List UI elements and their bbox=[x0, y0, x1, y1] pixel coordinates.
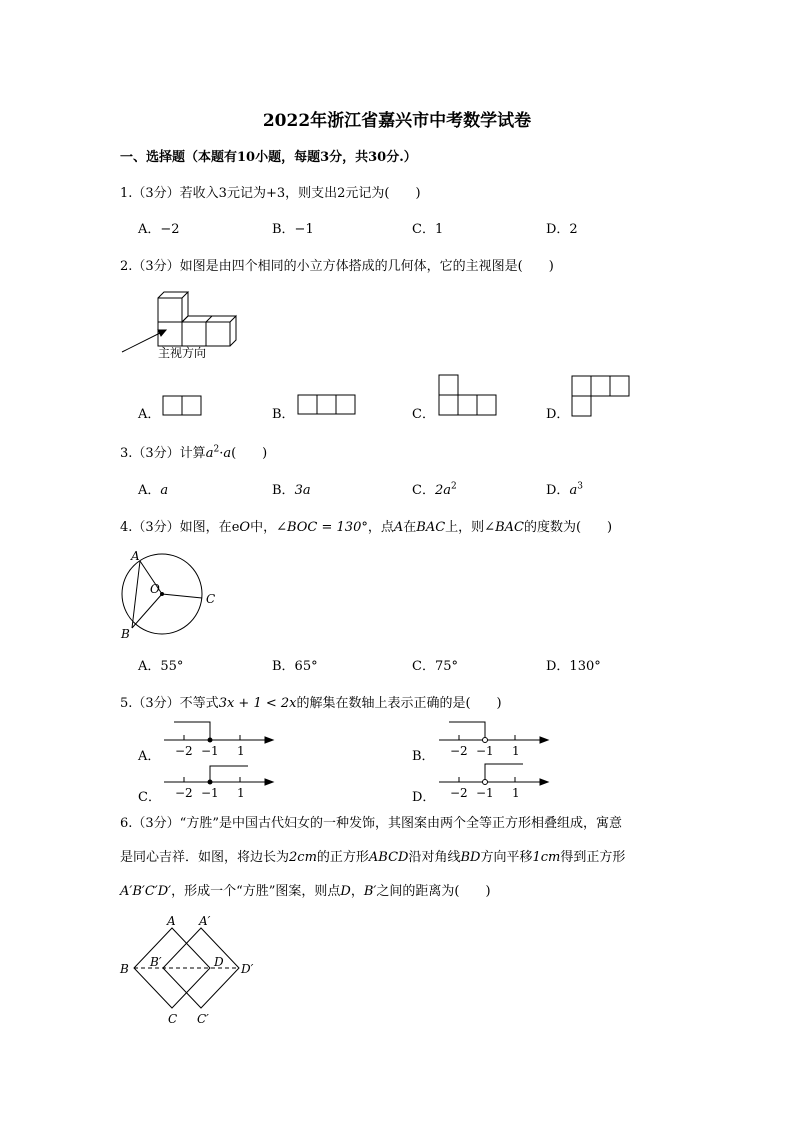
q3-option-c[interactable] bbox=[412, 479, 457, 498]
q4-label-c: C bbox=[206, 592, 216, 606]
q6-fangsheng-figure bbox=[115, 912, 275, 1030]
q5-d-tick-neg2: −2 bbox=[450, 786, 468, 800]
question-5 bbox=[120, 692, 502, 711]
q3-prefix: 3.（3分）计算 bbox=[120, 446, 206, 461]
q3-option-a-value: a bbox=[160, 483, 169, 498]
q2-option-b-figure bbox=[297, 395, 359, 416]
q5-suffix: 的解集在数轴上表示正确的是( ) bbox=[296, 696, 502, 711]
q4-label-a: A bbox=[131, 549, 140, 563]
q5-d-tick-1: 1 bbox=[512, 786, 520, 800]
q5-c-tick-neg1: −1 bbox=[201, 786, 219, 800]
q6-text-1: 是同心吉祥．如图，将边长为 bbox=[120, 850, 290, 865]
q5-b-tick-neg1: −1 bbox=[476, 744, 494, 758]
q5-option-d-numberline bbox=[437, 760, 552, 802]
q4-text-1: 中， bbox=[250, 520, 277, 535]
q5-a-tick-1: 1 bbox=[237, 744, 245, 758]
q6-label-a-prime: A′ bbox=[199, 914, 211, 928]
q3-option-a[interactable] bbox=[138, 479, 168, 498]
q6-square-abcd-prime: A′B′C′D′ bbox=[120, 884, 172, 899]
q2-option-a-figure bbox=[162, 396, 204, 416]
page-title: 2022年浙江省嘉兴市中考数学试卷 bbox=[262, 111, 532, 131]
q3-var-a: a bbox=[205, 446, 214, 461]
q5-inequality: 3x + 1 < 2x bbox=[218, 696, 297, 711]
q5-option-a-numberline bbox=[162, 718, 277, 760]
q4-label-o: O bbox=[150, 582, 160, 596]
q5-option-c[interactable]: C． bbox=[138, 790, 161, 805]
q1-option-b[interactable]: B．−1 bbox=[272, 222, 314, 237]
q6-text-5: 得到正方形 bbox=[560, 850, 626, 865]
q6-label-a: A bbox=[167, 914, 176, 928]
q4-text-3: 在 bbox=[403, 520, 417, 535]
q2-view-direction-label: 主视方向 bbox=[158, 346, 207, 360]
q3-var-b: a bbox=[223, 446, 232, 461]
q6-text-7: 之间的距离为( ) bbox=[376, 884, 491, 899]
q6-text-6: ，形成一个“方胜”图案，则点 bbox=[171, 884, 341, 899]
q5-a-tick-neg2: −2 bbox=[175, 744, 193, 758]
question-1: 1.（3分）若收入3元记为+3，则支出2元记为( ) bbox=[120, 186, 421, 201]
q6-text-4: 方向平移 bbox=[480, 850, 533, 865]
q4-var-o: O bbox=[239, 520, 251, 535]
question-4 bbox=[120, 516, 612, 535]
q2-option-b[interactable]: B． bbox=[272, 407, 295, 422]
question-2: 2.（3分）如图是由四个相同的小立方体搭成的几何体，它的主视图是( ) bbox=[120, 259, 554, 274]
q5-d-tick-neg1: −1 bbox=[476, 786, 494, 800]
q5-c-tick-1: 1 bbox=[237, 786, 245, 800]
q6-label-c-prime: C′ bbox=[197, 1012, 209, 1026]
q1-option-a[interactable]: A．−2 bbox=[138, 222, 180, 237]
q4-option-b[interactable]: B．65° bbox=[272, 659, 318, 674]
q5-c-tick-neg2: −2 bbox=[175, 786, 193, 800]
q6-label-b-prime: B′ bbox=[150, 955, 162, 969]
q4-label-b: B bbox=[121, 627, 130, 641]
q3-exponent: 2 bbox=[213, 444, 220, 455]
q3-option-b-value: 3a bbox=[294, 483, 311, 498]
q2-option-c[interactable]: C． bbox=[412, 407, 435, 422]
q5-option-b-numberline bbox=[437, 718, 552, 760]
q5-a-tick-neg1: −1 bbox=[201, 744, 219, 758]
q3-option-b[interactable] bbox=[272, 479, 311, 498]
q6-var-d: D bbox=[340, 884, 351, 899]
q5-option-d[interactable]: D． bbox=[412, 790, 436, 805]
q5-b-tick-neg2: −2 bbox=[450, 744, 468, 758]
q4-angle-bac: ∠BAC bbox=[484, 520, 524, 535]
q4-circle-figure bbox=[115, 548, 225, 643]
q5-option-c-numberline bbox=[162, 760, 277, 802]
q6-diagonal-bd: BD bbox=[460, 850, 481, 865]
q6-length-1cm: 1cm bbox=[532, 850, 561, 865]
q6-comma: ， bbox=[350, 884, 364, 899]
q3-option-d-exp: 3 bbox=[577, 481, 583, 492]
q2-option-a[interactable]: A． bbox=[138, 407, 161, 422]
q6-label-d-prime: D′ bbox=[241, 962, 254, 976]
q1-option-c[interactable]: C．1 bbox=[412, 222, 444, 237]
q4-text-4: 上，则 bbox=[445, 520, 485, 535]
q6-length-2cm: 2cm bbox=[289, 850, 317, 865]
q4-option-d[interactable]: D．130° bbox=[546, 659, 601, 674]
question-6-line-2 bbox=[120, 846, 625, 865]
q3-option-d-label: D． bbox=[546, 483, 570, 498]
q5-prefix: 5.（3分）不等式 bbox=[120, 696, 219, 711]
q5-b-tick-1: 1 bbox=[512, 744, 520, 758]
q2-option-c-figure bbox=[438, 375, 500, 417]
q4-angle-boc: ∠BOC = 130° bbox=[276, 520, 368, 535]
section-heading: 一、选择题（本题有10小题，每题3分，共30分.） bbox=[120, 150, 417, 165]
question-3 bbox=[120, 442, 267, 461]
q3-option-c-label: C． bbox=[412, 483, 435, 498]
q6-text-2: 的正方形 bbox=[316, 850, 369, 865]
q4-arc-bac: BAC bbox=[416, 520, 446, 535]
question-6-line-3 bbox=[120, 880, 491, 899]
q4-prefix: 4.（3分）如图，在 bbox=[120, 520, 232, 535]
q3-option-d-value: a bbox=[569, 483, 578, 498]
q6-var-b-prime: B′ bbox=[363, 884, 377, 899]
q2-option-d[interactable]: D． bbox=[546, 407, 570, 422]
q6-text-3: 沿对角线 bbox=[408, 850, 461, 865]
q5-option-a[interactable]: A． bbox=[138, 749, 161, 764]
q4-option-a[interactable]: A．55° bbox=[138, 659, 184, 674]
q3-option-b-label: B． bbox=[272, 483, 295, 498]
q3-option-c-value: 2a bbox=[434, 483, 451, 498]
q3-option-d[interactable] bbox=[546, 479, 583, 498]
q3-option-c-exp: 2 bbox=[450, 481, 457, 492]
q4-text-2: ，点 bbox=[367, 520, 394, 535]
q5-option-b[interactable]: B． bbox=[412, 749, 435, 764]
q3-dot: · bbox=[219, 446, 224, 461]
q2-option-d-figure bbox=[571, 376, 633, 418]
q4-suffix: 的度数为( ) bbox=[523, 520, 613, 535]
q1-option-d[interactable]: D．2 bbox=[546, 222, 578, 237]
q3-suffix: ( ) bbox=[231, 446, 268, 461]
q6-square-abcd: ABCD bbox=[368, 850, 409, 865]
q6-label-b: B bbox=[120, 962, 129, 976]
q6-label-d: D bbox=[214, 955, 224, 969]
q4-circle-symbol: e bbox=[231, 520, 240, 535]
q6-label-c: C bbox=[168, 1012, 178, 1026]
question-6-line-1: 6.（3分）“方胜”是中国古代妇女的一种发饰，其图案由两个全等正方形相叠组成，寓意 bbox=[120, 816, 622, 831]
q4-option-c[interactable]: C．75° bbox=[412, 659, 458, 674]
q4-var-a: A bbox=[393, 520, 404, 535]
q3-option-a-label: A． bbox=[138, 483, 161, 498]
